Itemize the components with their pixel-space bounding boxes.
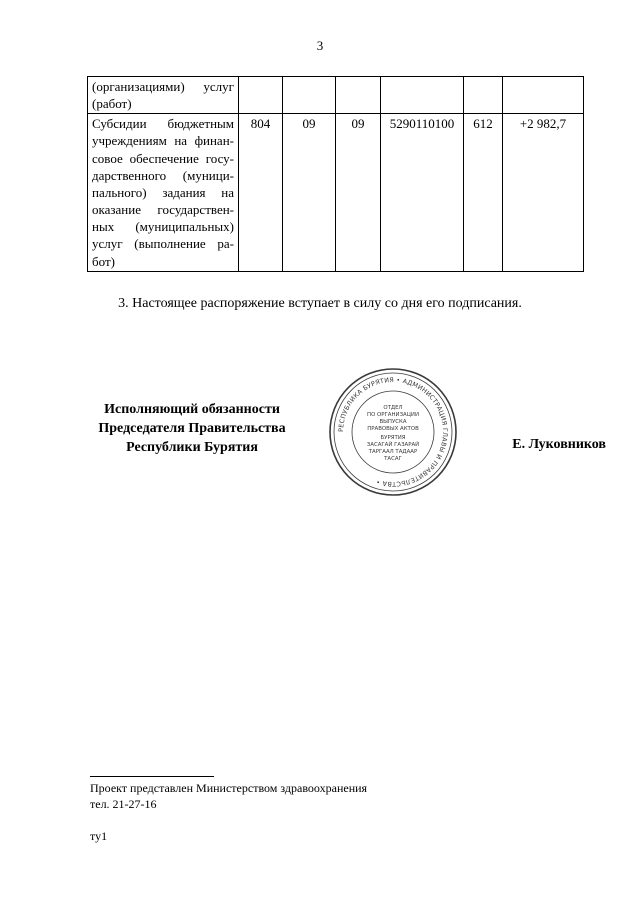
- official-seal: [327, 366, 459, 498]
- footnote-code: ту1: [90, 829, 108, 843]
- table-cell: +2 982,7: [503, 114, 584, 271]
- svg-text:ВЫПУСКА: ВЫПУСКА: [379, 419, 407, 425]
- table-cell: 09: [283, 114, 336, 271]
- signer-name: Е. Луковников: [512, 437, 606, 452]
- table-cell: [239, 77, 283, 114]
- cell-line: (работ): [92, 96, 132, 112]
- table-cell: 5290110100: [381, 114, 464, 271]
- budget-table: [87, 76, 584, 272]
- footnote-presented-by: Проект представлен Министерством здравоохранения: [90, 781, 368, 795]
- cell-line: пального) задания на: [92, 184, 234, 200]
- svg-text:ОТДЕЛ: ОТДЕЛ: [383, 405, 403, 411]
- cell-line: совое обеспечение госу-: [92, 150, 234, 166]
- cell-line: дарственного (муници-: [92, 167, 234, 183]
- cell-line: (организациями) услуг: [92, 79, 234, 94]
- table-cell: [336, 77, 381, 114]
- svg-text:ЗАСАГАЙ ГАЗАРАЙ: ЗАСАГАЙ ГАЗАРАЙ: [366, 442, 420, 448]
- table-cell: 612: [464, 114, 503, 271]
- cell-line: учреждениям на финан-: [92, 133, 234, 149]
- cell-line: бот): [92, 253, 115, 269]
- svg-text:ПРАВОВЫХ АКТОВ: ПРАВОВЫХ АКТОВ: [367, 426, 419, 432]
- svg-text:ТАРГААЛ ТАДААР: ТАРГААЛ ТАДААР: [368, 449, 418, 455]
- signer-title-line: Председателя Правительства: [98, 421, 286, 437]
- table-cell: [464, 77, 503, 114]
- table-cell-name: [88, 77, 239, 114]
- signer-title-line: Исполняющий обязанности: [104, 402, 280, 417]
- table-row: [88, 114, 584, 271]
- svg-text:БУРЯТИЯ: БУРЯТИЯ: [380, 435, 406, 441]
- footnote-rule: [90, 776, 214, 777]
- signer-title-line: Республики Бурятия: [126, 440, 258, 456]
- table-cell-name: [88, 114, 239, 271]
- table-cell: [381, 77, 464, 114]
- table-row: [88, 77, 584, 114]
- svg-text:ТАСАГ: ТАСАГ: [384, 456, 402, 462]
- page-number: 3: [316, 38, 324, 53]
- table-cell: 09: [336, 114, 381, 271]
- table-cell: 804: [239, 114, 283, 271]
- cell-line: оказание государствен-: [92, 202, 234, 218]
- cell-line: Субсидии бюджетным: [92, 116, 234, 132]
- table-cell: [503, 77, 584, 114]
- svg-text:РЕСПУБЛИКА БУРЯТИЯ • АДМИНИСТР: РЕСПУБЛИКА БУРЯТИЯ • АДМИНИСТРАЦИЯ ГЛАВЫ И ПРАВИТЕЛЬСТВА •: [336, 375, 450, 489]
- effective-clause: 3. Настоящее распоряжение вступает в силу со дня его подписания.: [118, 296, 522, 311]
- signer-title: [80, 400, 304, 457]
- cell-line: ных (муниципальных): [92, 219, 234, 235]
- svg-text:ПО ОРГАНИЗАЦИИ: ПО ОРГАНИЗАЦИИ: [367, 412, 419, 418]
- cell-line: услуг (выполнение ра-: [92, 236, 234, 252]
- table-cell: [283, 77, 336, 114]
- footnote-phone: тел. 21-27-16: [90, 797, 157, 811]
